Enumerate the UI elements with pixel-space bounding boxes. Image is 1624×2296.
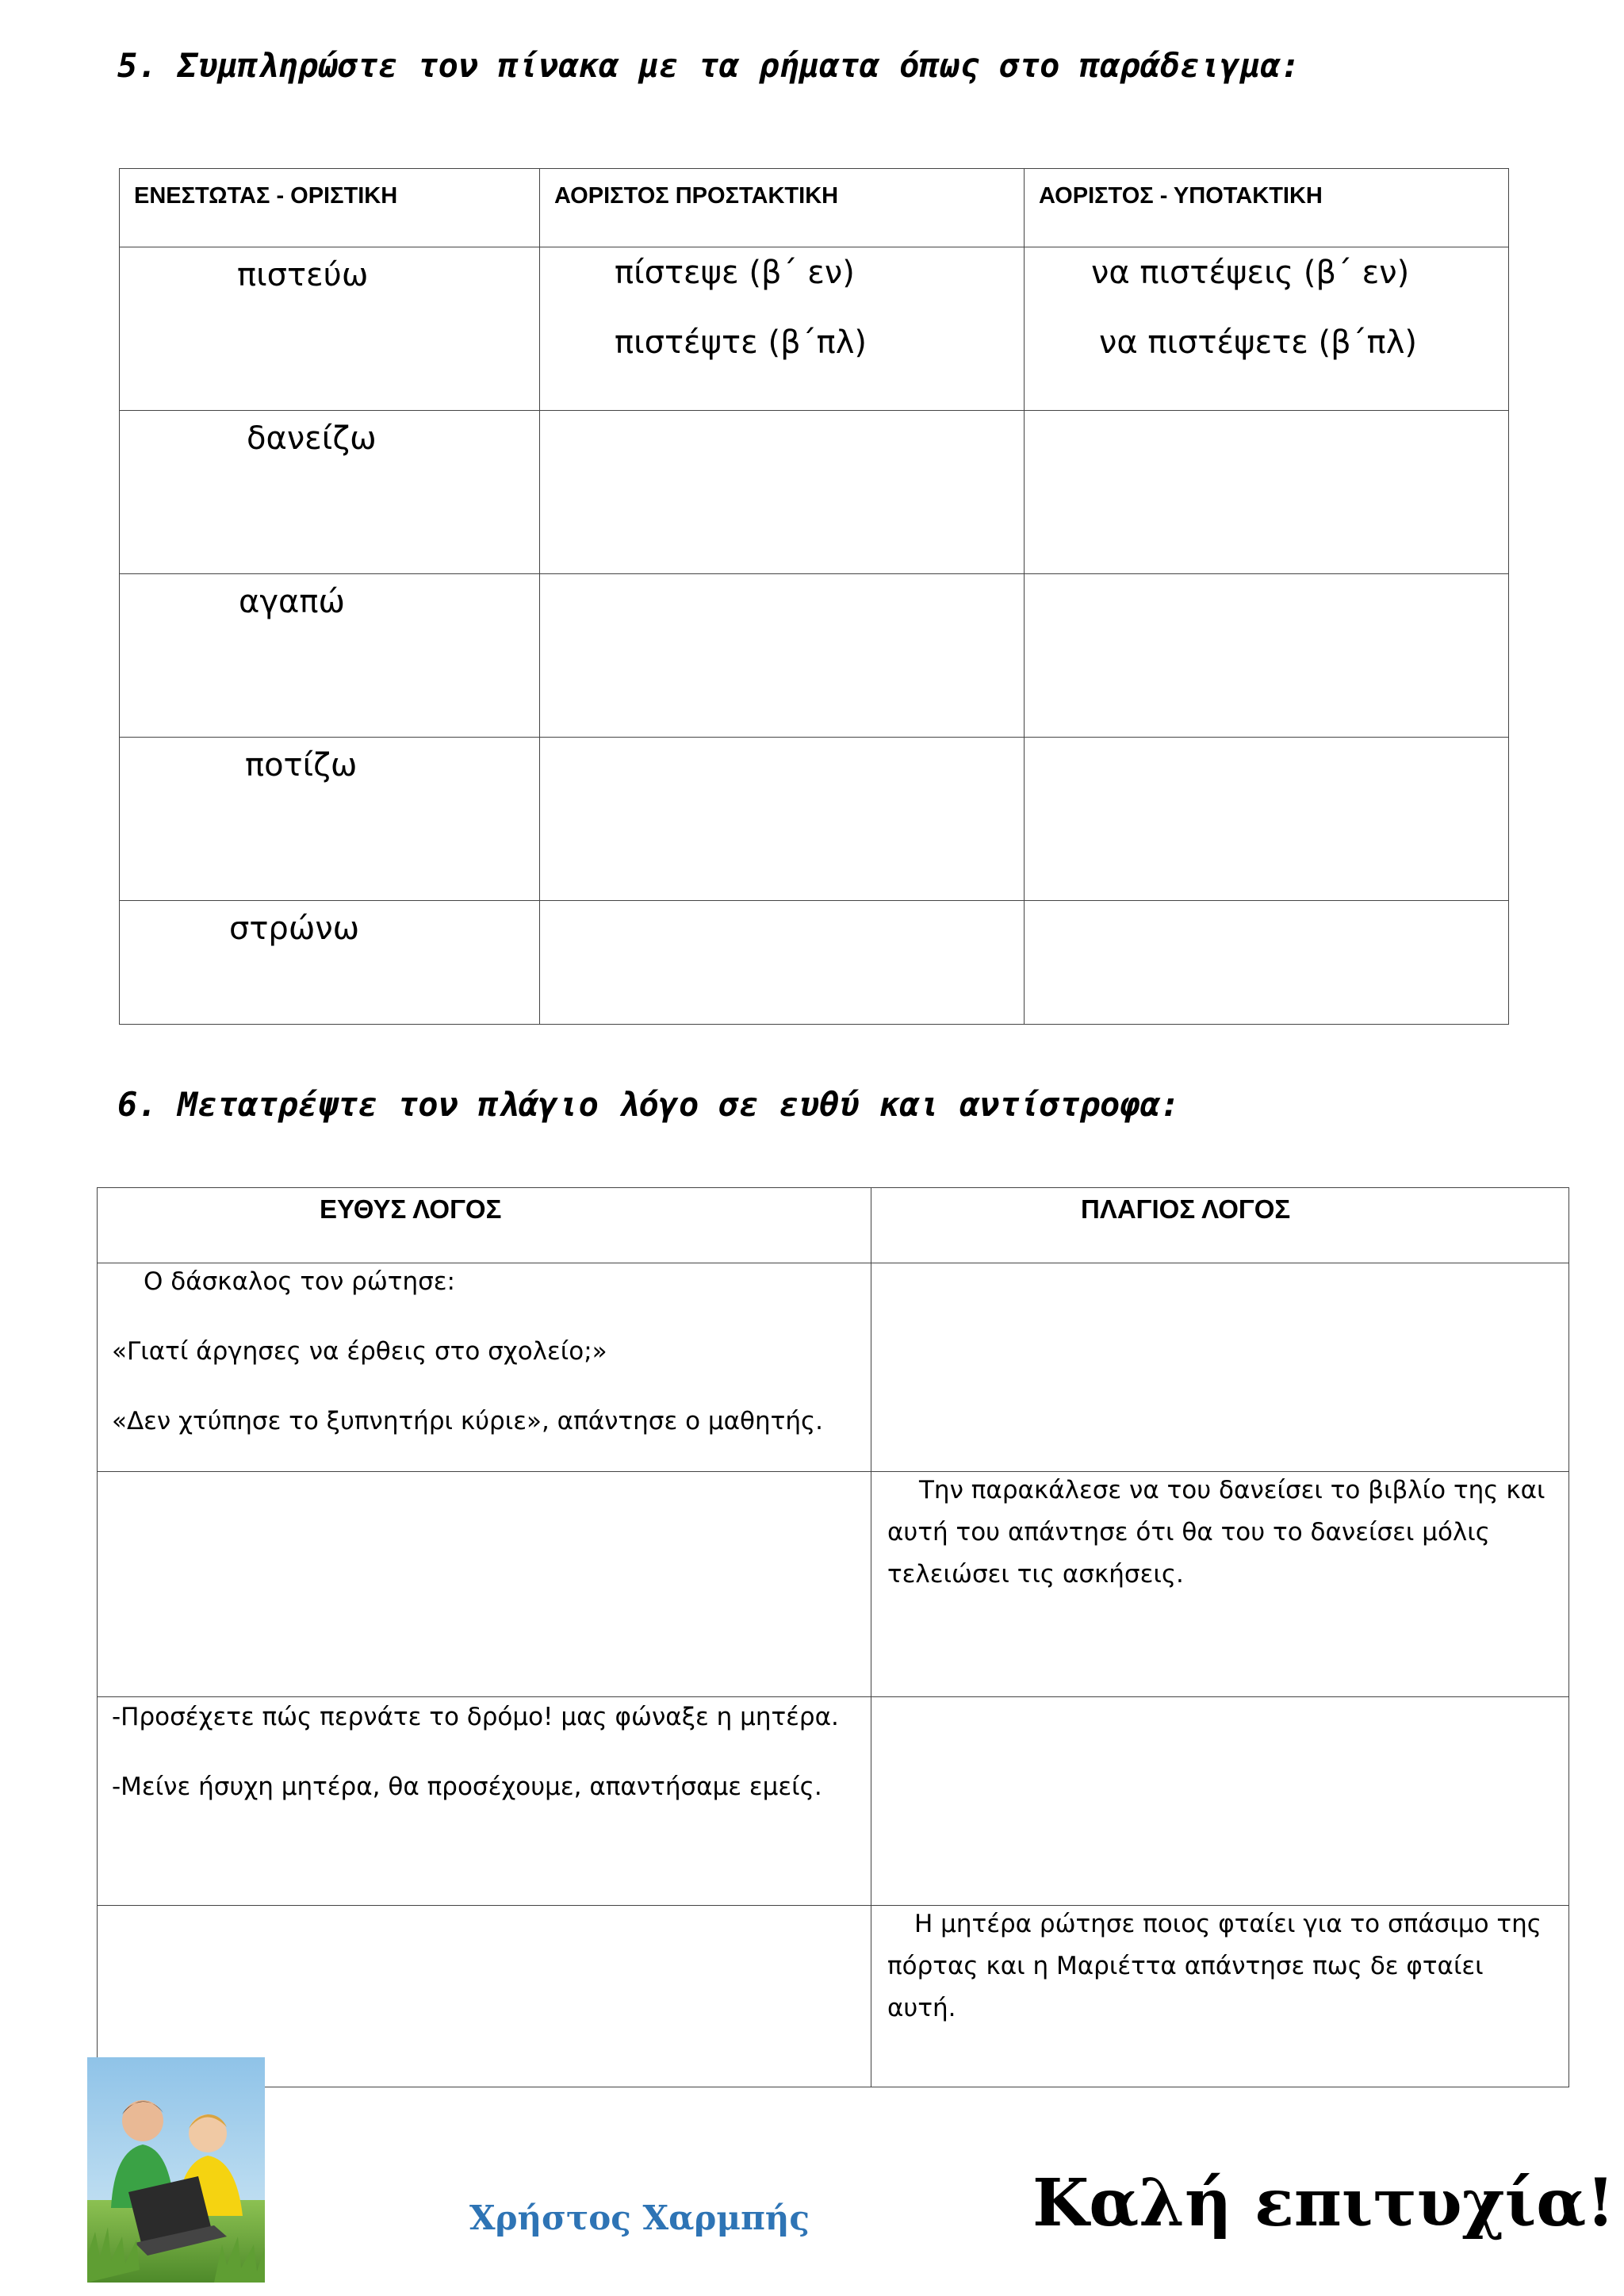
answer-cell[interactable] xyxy=(540,738,1025,901)
text-line: Την παρακάλεσε να του δανείσει το βιβλίο της και xyxy=(919,1476,1545,1504)
children-with-laptop-photo xyxy=(87,2057,265,2283)
speech-table xyxy=(97,1187,1569,2087)
subjunctive-singular: να πιστέψεις (β΄ εν) xyxy=(1091,255,1410,291)
text-line: αυτή του απάντησε ότι θα του το δανείσει μόλις xyxy=(887,1518,1490,1547)
verb-label: στρώνω xyxy=(229,910,360,947)
text-line: τελειώσει τις ασκήσεις. xyxy=(887,1560,1184,1589)
text-line: Ο δάσκαλος τον ρώτησε: xyxy=(144,1267,455,1296)
verb-label: πιστεύω xyxy=(237,257,369,293)
speech-row xyxy=(98,1906,1569,2087)
direct-speech-cell xyxy=(98,1697,871,1906)
text-line: «Δεν χτύπησε το ξυπνητήρι κύριε», απάντησε ο μαθητής. xyxy=(112,1407,824,1435)
imperative-singular: πίστεψε (β΄ εν) xyxy=(615,255,855,291)
header-direct-speech: ΕΥΘΥΣ ΛΟΓΟΣ xyxy=(98,1188,871,1263)
answer-cell[interactable] xyxy=(540,574,1025,738)
verb-row xyxy=(120,901,1509,1025)
answer-cell[interactable] xyxy=(871,1263,1569,1472)
speech-row xyxy=(98,1697,1569,1906)
answer-cell[interactable] xyxy=(1025,738,1509,901)
verb-label: δανείζω xyxy=(247,420,377,457)
speech-row xyxy=(98,1472,1569,1697)
header-aorist-imperative: ΑΟΡΙΣΤΟΣ ΠΡΟΣΤΑΚΤΙΚΗ xyxy=(540,169,1025,247)
answer-cell[interactable] xyxy=(540,901,1025,1025)
text-line: «Γιατί άργησες να έρθεις στο σχολείο;» xyxy=(112,1337,607,1366)
answer-cell[interactable] xyxy=(98,1472,871,1697)
example-imperative-cell xyxy=(540,247,1025,411)
answer-cell[interactable] xyxy=(1025,901,1509,1025)
verb-row xyxy=(120,411,1509,574)
example-verb-cell xyxy=(120,247,540,411)
author-name: Χρήστος Χαρμπής xyxy=(469,2198,810,2237)
subjunctive-plural: να πιστέψετε (β΄πλ) xyxy=(1099,324,1418,361)
closing-message: Καλή επιτυχία! xyxy=(1032,2165,1615,2241)
header-present-indicative: ΕΝΕΣΤΩΤΑΣ - ΟΡΙΣΤΙΚΗ xyxy=(120,169,540,247)
imperative-plural: πιστέψτε (β΄πλ) xyxy=(615,324,867,361)
example-subjunctive-cell xyxy=(1025,247,1509,411)
verb-row xyxy=(120,738,1509,901)
verb-label: ποτίζω xyxy=(245,747,358,784)
direct-speech-cell xyxy=(98,1263,871,1472)
verb-label: αγαπώ xyxy=(239,584,345,620)
indirect-speech-cell xyxy=(871,1472,1569,1697)
exercise-6-heading: 6. Μετατρέψτε τον πλάγιο λόγο σε ευθύ και αντίστροφα: xyxy=(117,1085,1181,1124)
answer-cell[interactable] xyxy=(1025,411,1509,574)
answer-cell[interactable] xyxy=(871,1697,1569,1906)
header-indirect-speech: ΠΛΑΓΙΟΣ ΛΟΓΟΣ xyxy=(871,1188,1569,1263)
speech-row xyxy=(98,1263,1569,1472)
text-line: -Προσέχετε πώς περνάτε το δρόμο! μας φώναξε η μητέρα. xyxy=(112,1703,839,1731)
indirect-speech-cell xyxy=(871,1906,1569,2087)
text-line: Η μητέρα ρώτησε ποιος φταίει για το σπάσιμο της xyxy=(914,1910,1542,1938)
verb-table xyxy=(119,168,1509,1025)
exercise-5-heading: 5. Συμπληρώστε τον πίνακα με τα ρήματα όπως στο παράδειγμα: xyxy=(117,46,1300,85)
verb-row xyxy=(120,574,1509,738)
answer-cell[interactable] xyxy=(1025,574,1509,738)
example-row xyxy=(120,247,1509,411)
text-line: αυτή. xyxy=(887,1994,956,2022)
text-line: πόρτας και η Μαριέττα απάντησε πως δε φταίει xyxy=(887,1952,1484,1980)
header-aorist-subjunctive: ΑΟΡΙΣΤΟΣ - ΥΠΟΤΑΚΤΙΚΗ xyxy=(1025,169,1509,247)
text-line: -Μείνε ήσυχη μητέρα, θα προσέχουμε, απαντήσαμε εμείς. xyxy=(112,1773,822,1801)
answer-cell[interactable] xyxy=(540,411,1025,574)
